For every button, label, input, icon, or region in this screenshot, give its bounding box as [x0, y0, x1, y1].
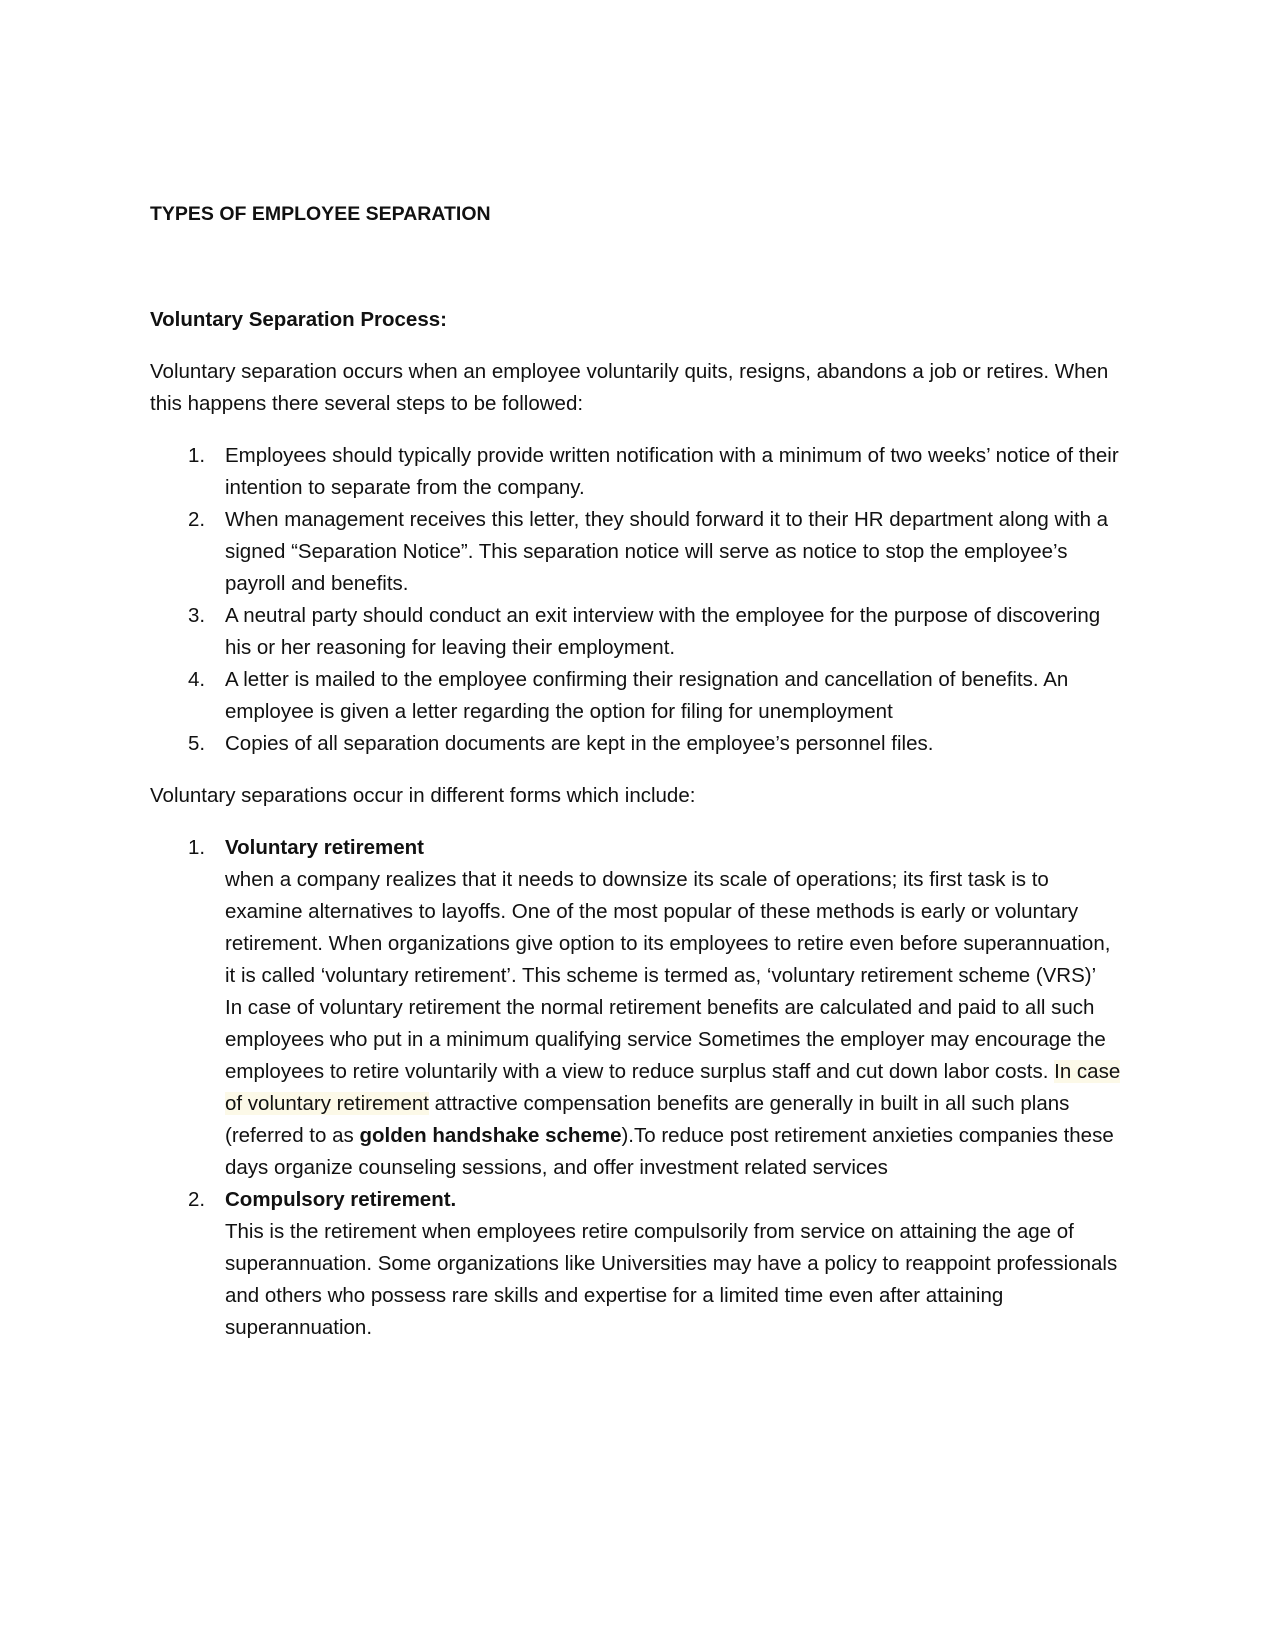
list-item-text: When management receives this letter, they should forward it to their HR department along with a signed “Separation Notice”. This separation notice will serve as notice to stop the employee’s payroll and benefits.	[225, 508, 1109, 595]
list-item-text: Employees should typically provide written notification with a minimum of two weeks’ notice of their intention to separate from the company.	[225, 444, 1119, 499]
list-item	[150, 832, 1125, 1184]
separation-steps-list	[150, 440, 1125, 760]
list-item	[150, 440, 1125, 504]
document-title: TYPES OF EMPLOYEE SEPARATION	[150, 203, 491, 225]
text-segment: attractive compensation benefits are generally in built in all such plans (referred to as	[225, 1092, 1070, 1147]
list-item-text: A neutral party should conduct an exit interview with the employee for the purpose of discovering his or her reasoning for leaving their employment.	[225, 604, 1101, 659]
list-item-text: Copies of all separation documents are kept in the employee’s personnel files.	[225, 732, 934, 755]
list-number: 5.	[188, 732, 206, 755]
text-segment: In case of voluntary retirement the normal retirement benefits are calculated and paid to all such employees who put in a minimum qualifying service Sometimes the employer may encourage the employees to retire voluntarily with a view to reduce surplus staff and cut down labor costs.	[225, 996, 1106, 1083]
list-item	[150, 728, 1125, 760]
form-paragraph	[225, 992, 1125, 1184]
list-item	[150, 664, 1125, 728]
text-segment: ).To reduce post retirement anxieties companies these days organize counseling sessions, and offer investment related services	[225, 1124, 1114, 1179]
form-heading-voluntary-retirement: Voluntary retirement	[225, 836, 424, 859]
forms-intro-paragraph: Voluntary separations occur in different forms which include:	[150, 784, 696, 807]
intro-paragraph: Voluntary separation occurs when an employee voluntarily quits, resigns, abandons a job or retires. When this happens there several steps to be followed:	[150, 360, 1109, 415]
list-item	[150, 504, 1125, 600]
bold-term: golden handshake scheme	[359, 1124, 622, 1147]
form-paragraph: This is the retirement when employees retire compulsorily from service on attaining the age of superannuation. Some organizations like Universities may have a policy to reappoint professionals and others who possess rare skills and expertise for a limited time even after attaining superannuation.	[225, 1220, 1118, 1339]
highlighted-text: In case of voluntary retirement	[225, 1060, 1121, 1115]
section-heading: Voluntary Separation Process:	[150, 308, 447, 331]
form-heading-compulsory-retirement: Compulsory retirement.	[225, 1188, 457, 1211]
document-page	[150, 198, 1125, 1344]
separation-forms-list	[150, 832, 1125, 1344]
list-number: 2.	[188, 1188, 206, 1211]
form-paragraph: when a company realizes that it needs to downsize its scale of operations; its first task is to examine alternatives to layoffs. One of the most popular of these methods is early or voluntary retirement. When organizations give option to its employees to retire even before superannuation, it is called ‘voluntary retirement’. This scheme is termed as, ‘voluntary retirement scheme (VRS)’	[225, 868, 1111, 987]
list-number: 4.	[188, 668, 206, 691]
list-number: 1.	[188, 836, 206, 859]
list-number: 3.	[188, 604, 206, 627]
list-number: 2.	[188, 508, 206, 531]
list-item	[150, 600, 1125, 664]
list-item	[150, 1184, 1125, 1344]
list-number: 1.	[188, 444, 206, 467]
list-item-text: A letter is mailed to the employee confirming their resignation and cancellation of benefits. An employee is given a letter regarding the option for filing for unemployment	[225, 668, 1069, 723]
